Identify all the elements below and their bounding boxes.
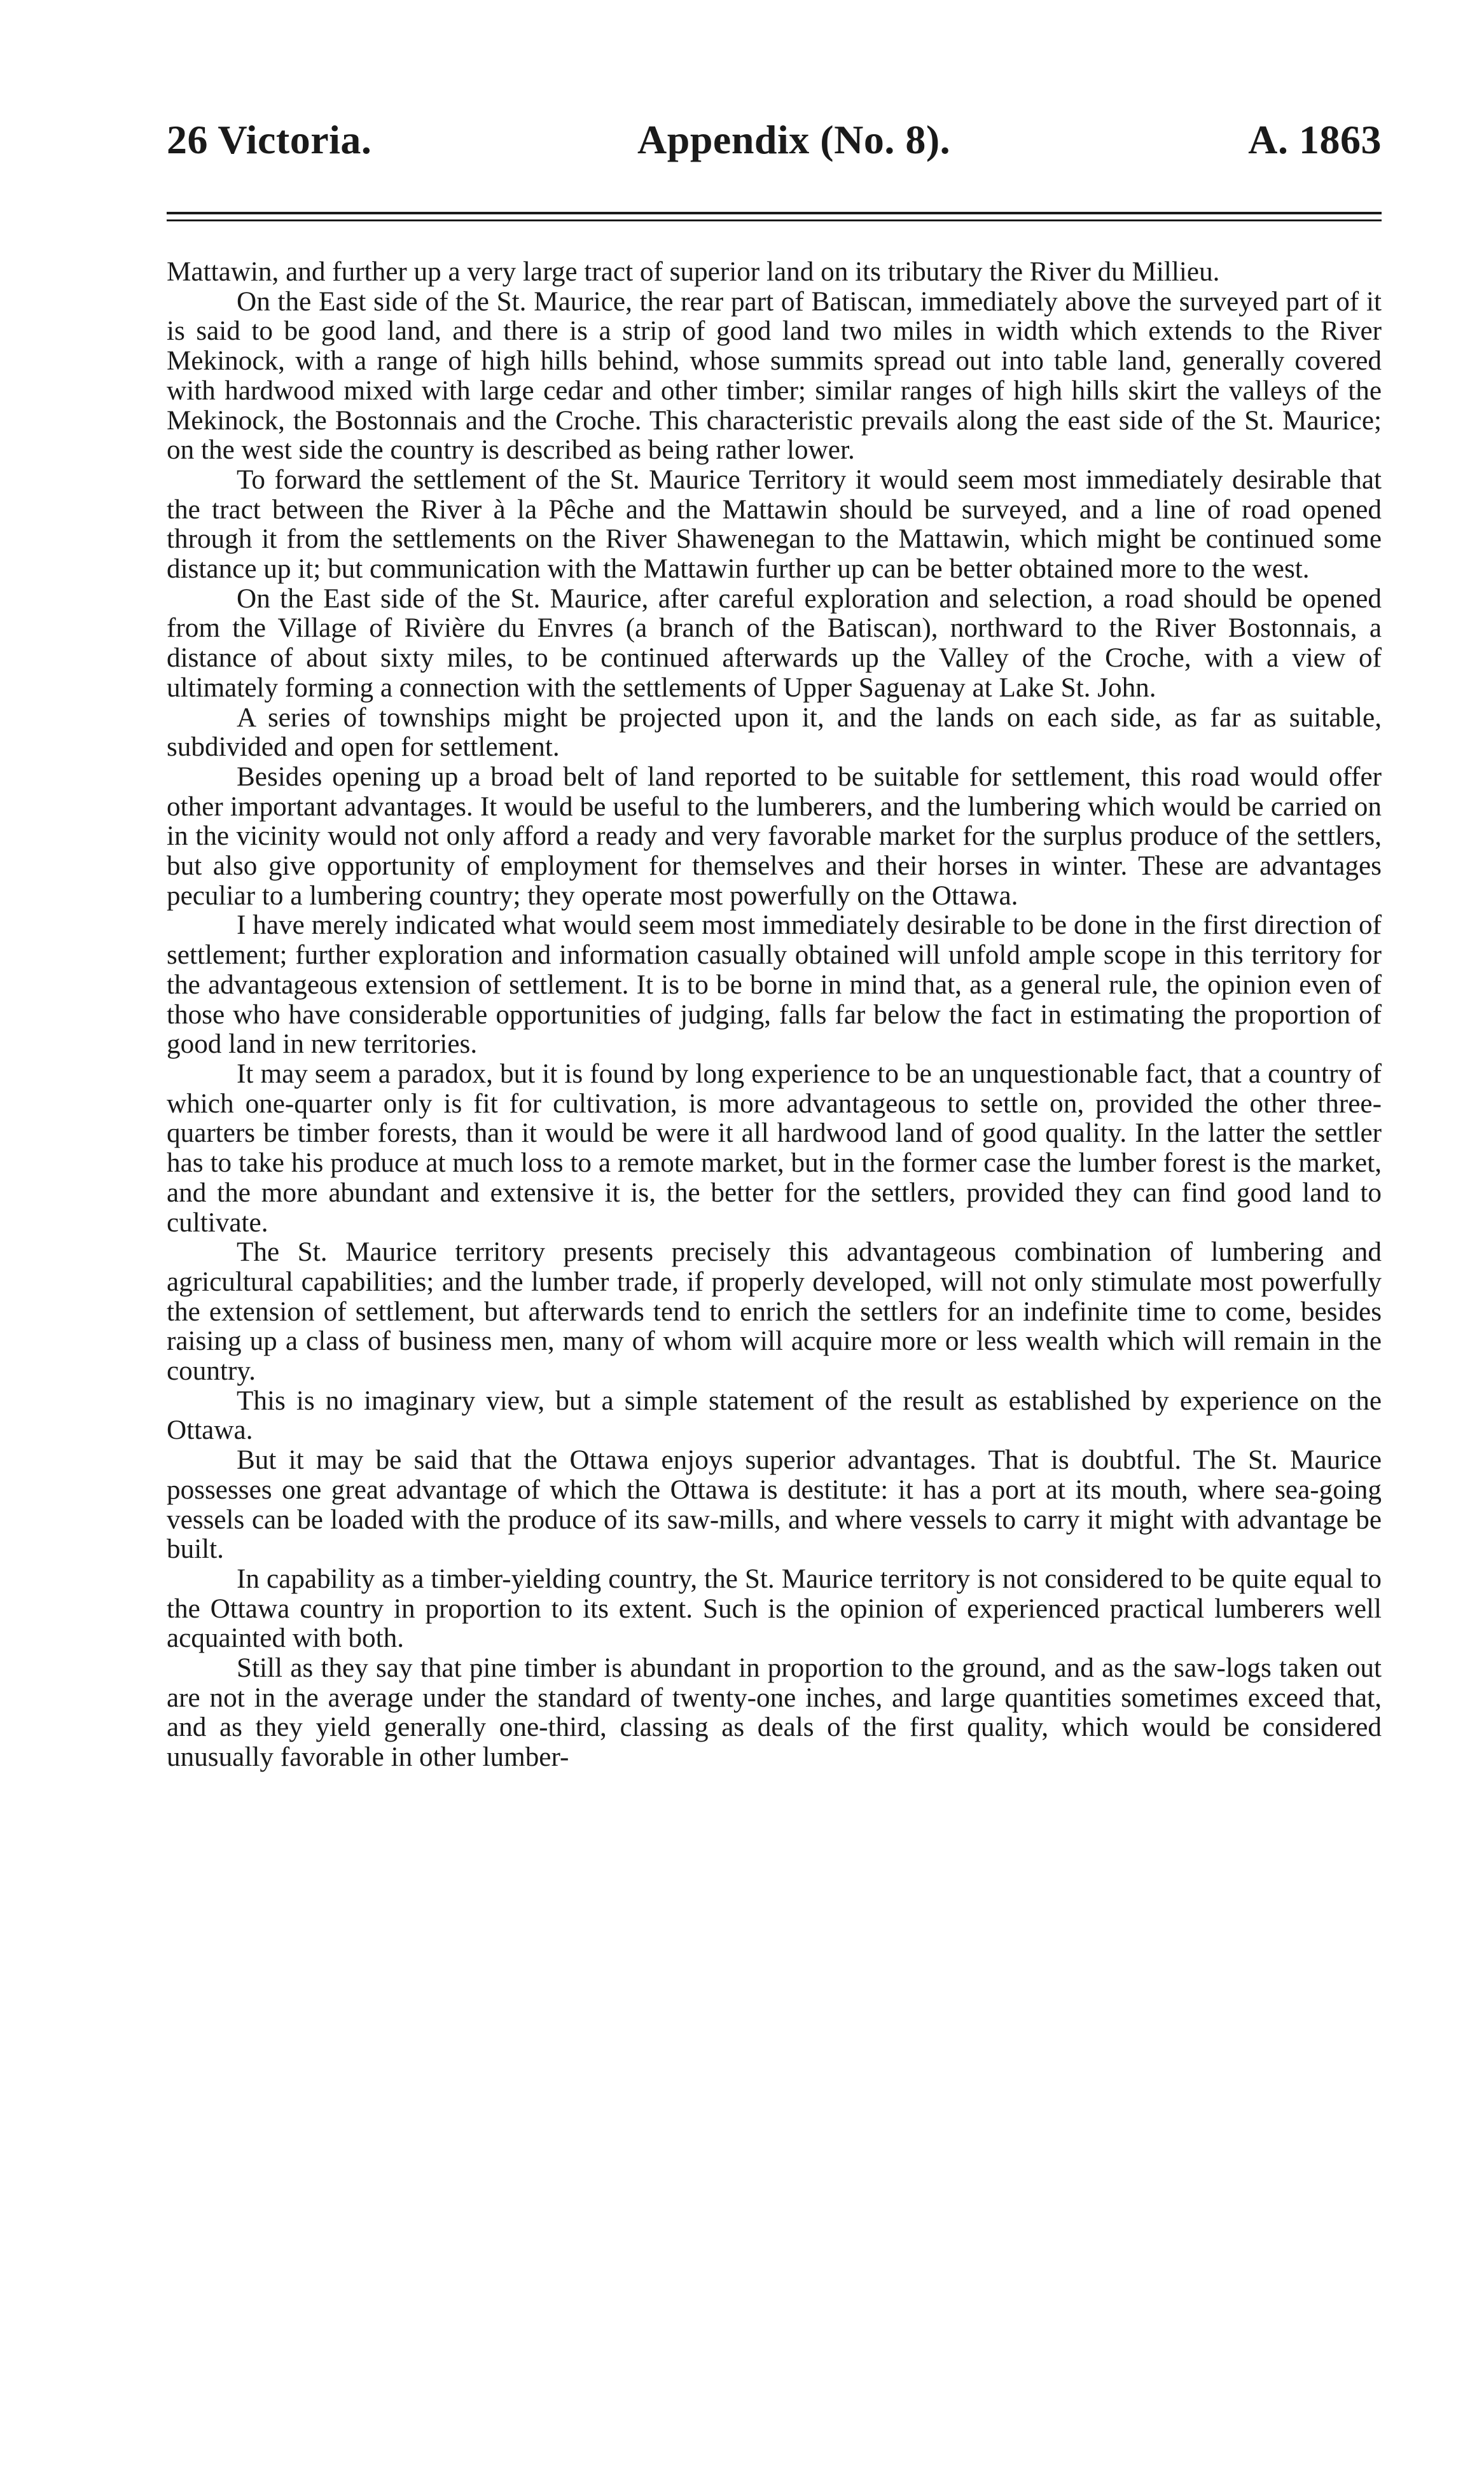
paragraph: Besides opening up a broad belt of land reported to be suitable for settlement, this road would offer other important advantages. It would be useful to the lumberers, and the lumbering which would be carried on in the vicinity would not only afford a ready and very favorable market for the surplus produce of the settlers, but also give opportunity of employment for themselves and their horses in winter. These are advantages peculiar to a lumbering country; they operate most powerfully on the Ottawa.	[167, 761, 1382, 911]
paragraph: In capability as a timber-yielding country, the St. Maurice territory is not considered to be quite equal to the Ottawa country in proportion to its extent. Such is the opinion of experienced practical lumberers well acquainted with both.	[167, 1563, 1382, 1654]
header-appendix: Appendix (No. 8).	[637, 117, 951, 162]
body-text	[167, 258, 1382, 1773]
header-rule-thick	[167, 212, 1382, 214]
paragraph: Still as they say that pine timber is abundant in proportion to the ground, and as the saw-logs taken out are not in the average under the standard of twenty-one inches, and large quantities sometimes exceed that, and as they yield generally one-third, classing as deals of the first quality, which would be considered unusually favorable in other lumber-	[167, 1653, 1382, 1773]
paragraph: The St. Maurice territory presents precisely this advantageous combination of lumbering and agricultural capabilities; and the lumber trade, if properly developed, will not only stimulate most powerfully the extension of settlement, but afterwards tend to enrich the settlers for an indefinite time to come, besides raising up a class of business men, many of whom will acquire more or less wealth which will remain in the country.	[167, 1237, 1382, 1387]
paragraph: On the East side of the St. Maurice, the rear part of Batiscan, immediately above the surveyed part of it is said to be good land, and there is a strip of good land two miles in width which extends to the River Mekinock, with a range of high hills behind, whose summits spread out into table land, generally covered with hardwood mixed with large cedar and other timber; similar ranges of high hills skirt the valleys of the Mekinock, the Bostonnais and the Croche. This characteristic prevails along the east side of the St. Maurice; on the west side the country is described as being rather lower.	[167, 286, 1382, 466]
paragraph: On the East side of the St. Maurice, after careful exploration and selection, a road should be opened from the Village of Rivière du Envres (a branch of the Batiscan), northward to the River Bostonnais, a distance of about sixty miles, to be continued afterwards up the Valley of the Croche, with a view of ultimately forming a connection with the settlements of Upper Saguenay at Lake St. John.	[167, 583, 1382, 703]
paragraph: To forward the settlement of the St. Maurice Territory it would seem most immediately desirable that the tract between the River à la Pêche and the Mattawin should be surveyed, and a line of road opened through it from the settlements on the River Shawenegan to the Mattawin, which might be continued some distance up it; but communication with the Mattawin further up can be better obtained more to the west.	[167, 464, 1382, 585]
running-header	[167, 111, 1382, 169]
header-rule-thin	[167, 219, 1382, 221]
header-session: 26 Victoria.	[167, 117, 372, 162]
paragraph: A series of townships might be projected upon it, and the lands on each side, as far as suitable, subdivided and open for settlement.	[167, 702, 1382, 763]
paragraph: But it may be said that the Ottawa enjoys superior advantages. That is doubtful. The St. Maurice possesses one great advantage of which the Ottawa is destitute: it has a port at its mouth, where sea-going vessels can be loaded with the produce of its saw-mills, and where vessels to carry it might with advantage be built.	[167, 1445, 1382, 1565]
header-year: A. 1863	[1248, 117, 1382, 162]
paragraph: It may seem a paradox, but it is found by long experience to be an unquestionable fact, that a country of which one-quarter only is fit for cultivation, is more advantageous to settle on, provided the other three-quarters be timber forests, than it would be were it all hardwood land of good quality. In the latter the settler has to take his produce at much loss to a remote market, but in the former case the lumber forest is the market, and the more abundant and extensive it is, the better for the settlers, provided they can find good land to cultivate.	[167, 1058, 1382, 1238]
paragraph: I have merely indicated what would seem most immediately desirable to be done in the first direction of settlement; further exploration and information casually obtained will unfold ample scope in this territory for the advantageous extension of settlement. It is to be borne in mind that, as a general rule, the opinion even of those who have considerable opportunities of judging, falls far below the fact in estimating the proportion of good land in new territories.	[167, 910, 1382, 1060]
paragraph: This is no imaginary view, but a simple statement of the result as established by experience on the Ottawa.	[167, 1385, 1382, 1446]
paragraph: Mattawin, and further up a very large tract of superior land on its tributary the River du Millieu.	[167, 257, 1220, 287]
document-page	[167, 111, 1382, 1773]
